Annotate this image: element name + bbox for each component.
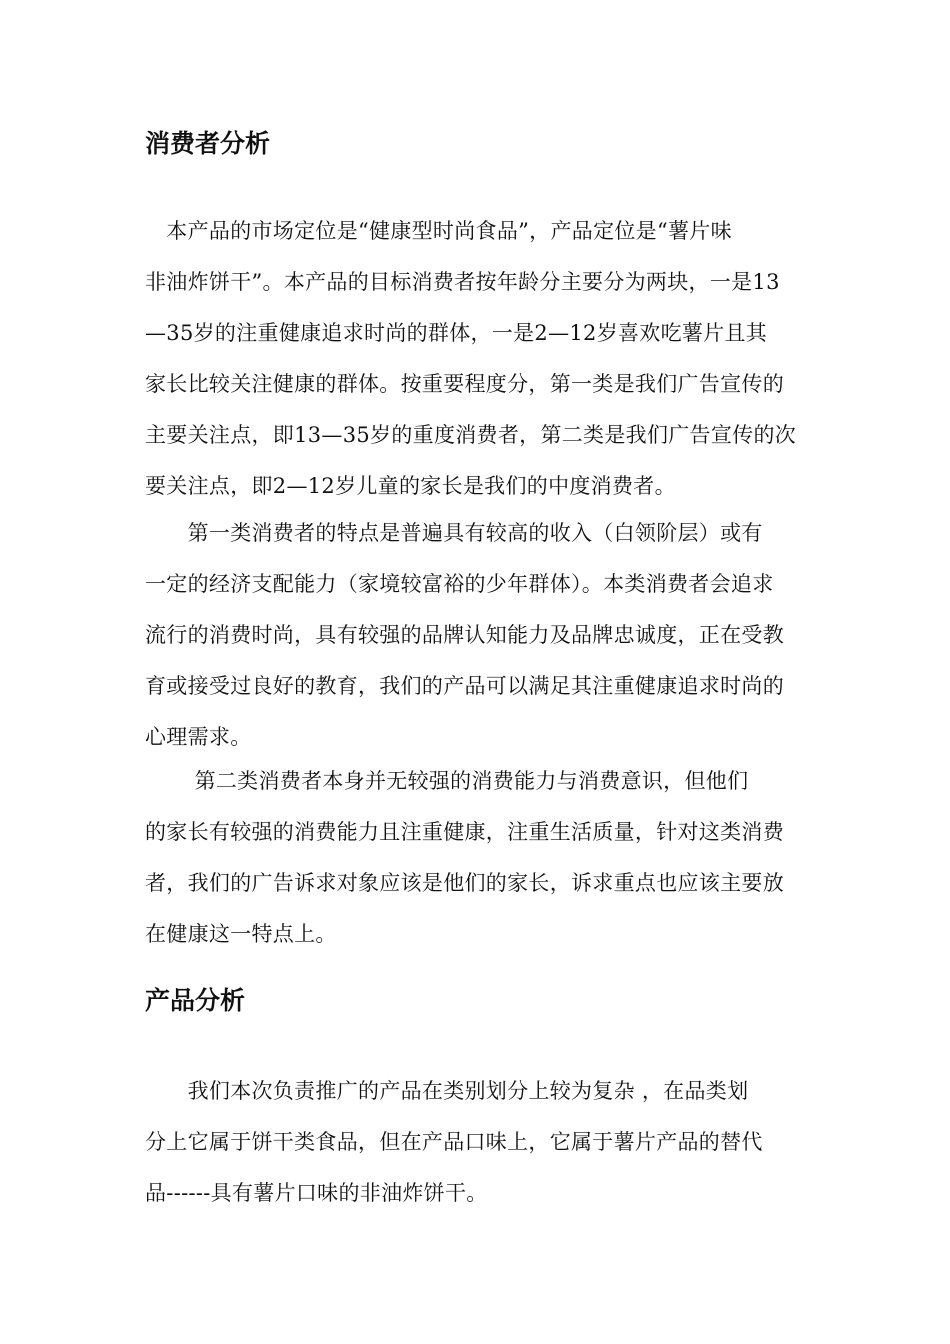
text-line: 分上它属于饼干类食品，但在产品口味上，它属于薯片产品的替代 — [145, 1130, 763, 1154]
text-line: 要关注点，即2—12岁儿童的家长是我们的中度消费者。 — [145, 474, 676, 498]
text-line: 育或接受过良好的教育，我们的产品可以满足其注重健康追求时尚的 — [145, 674, 784, 698]
text-line: 品------具有薯片口味的非油炸饼干。 — [145, 1181, 488, 1205]
text-line: 非油炸饼干”。本产品的目标消费者按年龄分主要分为两块，一是13 — [145, 270, 780, 294]
text-line: 第二类消费者本身并无较强的消费能力与消费意识，但他们 — [145, 769, 749, 793]
text-line: 者，我们的广告诉求对象应该是他们的家长，诉求重点也应该主要放 — [145, 871, 784, 895]
text-line: —35岁的注重健康追求时尚的群体，一是2—12岁喜欢吃薯片且其 — [145, 321, 768, 345]
text-line: 流行的消费时尚，具有较强的品牌认知能力及品牌忠诚度，正在受教 — [145, 623, 784, 647]
paragraph-product-category — [145, 1066, 810, 1219]
paragraph-market-positioning — [145, 206, 810, 512]
text-line: 的家长有较强的消费能力且注重健康，注重生活质量，针对这类消费 — [145, 820, 784, 844]
text-line: 在健康这一特点上。 — [145, 922, 337, 946]
text-line: 第一类消费者的特点是普遍具有较高的收入（白领阶层）或有 — [145, 521, 763, 545]
paragraph-first-consumer-type — [145, 508, 810, 763]
paragraph-second-consumer-type — [145, 756, 810, 960]
section-heading-product-analysis: 产品分析 — [145, 986, 246, 1015]
text-line: 家长比较关注健康的群体。按重要程度分，第一类是我们广告宣传的 — [145, 372, 784, 396]
text-line: 我们本次负责推广的产品在类别划分上较为复杂 ，在品类划 — [145, 1079, 749, 1103]
section-heading-consumer-analysis: 消费者分析 — [145, 129, 271, 158]
text-line: 本产品的市场定位是“健康型时尚食品”，产品定位是“薯片味 — [145, 219, 732, 243]
text-line: 一定的经济支配能力（家境较富裕的少年群体）。本类消费者会追求 — [145, 572, 774, 596]
text-line: 主要关注点，即13—35岁的重度消费者，第二类是我们广告宣传的次 — [145, 423, 797, 447]
text-line: 心理需求。 — [145, 725, 252, 749]
